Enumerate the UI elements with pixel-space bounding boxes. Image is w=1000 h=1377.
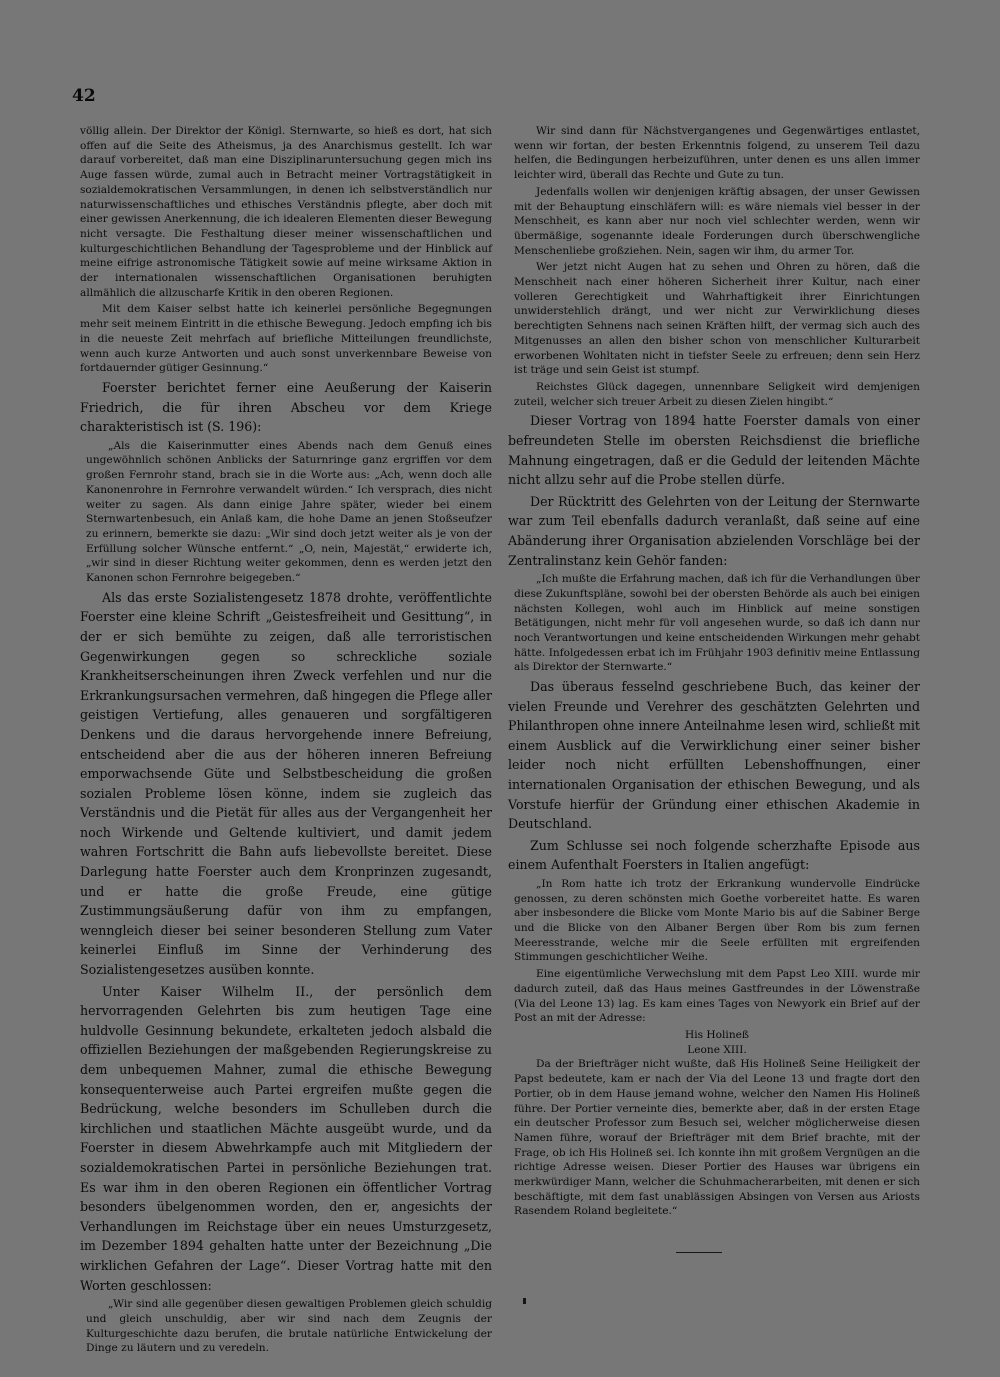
paragraph: Der Rücktritt des Gelehrten von der Leitung der Sternwarte war zum Teil ebenfalls dadurch veranlaßt, daß seine auf eine Abänderung ihrer Organisation abzielenden Vorschläge bei der Zentralinstanz kein Gehör fanden: [508,493,920,568]
paragraph: Als das erste Sozialistengesetz 1878 drohte, veröffentlichte Foerster eine kleine Schrift „Geistesfreiheit und Gesittung“, in der er sich bemühte zu zeigen, daß alle terroristischen Gegenwirkungen gegen so schreckliche soziale Krankheitserscheinungen ihren Zweck verfehlen und nur die Erkrankungsursachen vermehren, daß hingegen die Pflege aller geistigen Vertiefung, alles genaueren und sorgfältigeren Denkens und die daraus hervorgehende innere Befreiung, entscheidend aber die aus der höheren inneren Befreiung emporwachsende Güte und Selbstbescheidung die großen sozialen Probleme lösen könne, indem sie zugleich das Verständnis und die Pietät für alles aus der Vergangenheit her noch Wirkende und Geltende kultiviert, und damit jedem wahren Fortschritt die Bahn aufs liebevollste bereitet. Diese Darlegung hatte Foerster auch dem Kronprinzen zugesandt, und er hatte die große Freude, eine gütige Zustimmungsäußerung dafür von ihm zu empfangen, wenngleich dieser bei seiner besonderen Stellung zum Vater keinerlei Einfluß im Sinne der Verhinderung des Sozialistengesetzes ausüben konnte. [80,589,492,978]
quote-paragraph: Jedenfalls wollen wir denjenigen kräftig absagen, der unser Gewissen mit der Behauptung einschläfern will: es wäre niemals viel besser in der Menschheit, es kann aber nur noch viel schlechter werden, wenn wir übermäßige, sogenannte ideale Forderungen durch überschwengliche Menschenliebe großziehen. Nein, sagen wir ihm, du armer Tor. [514,185,920,257]
quote-paragraph: „In Rom hatte ich trotz der Erkrankung wundervolle Eindrücke genossen, zu deren schönsten mich Goethe vorbereitet hatte. Es waren aber insbesondere die Blicke vom Monte Mario bis auf die Sabiner Berge und die Blicke von den Albaner Bergen über Rom bis zum fernen Meeresstrande, welche mir die Seele erfüllten mit ergreifenden Stimmungen geschichtlicher Weihe. [514,877,920,964]
quote-paragraph: Da der Briefträger nicht wußte, daß His Holineß Seine Heiligkeit der Papst bedeutete, kam er nach der Via del Leone 13 und fragte dort den Portier, ob in dem Hause jemand wohne, welcher den Namen His Holineß führe. Der Portier verneinte dies, bemerkte aber, daß in der ersten Etage ein deutscher Professor zum Besuch sei, welcher möglicherweise diesen Namen führe, worauf der Briefträger mit dem Brief brachte, mit der Frage, ob ich His Holineß sei. Ich konnte ihn mit großem Vergnügen an die richtige Adresse weisen. Dieser Portier des Hauses war übrigens ein merkwürdiger Mann, welcher die Schuhmacherarbeiten, mit denen er sich beschäftigte, mit dem fast unablässigen Absingen von Versen aus Ariosts Rasendem Roland begleitete.“ [514,1058,920,1218]
quote-paragraph: Wir sind dann für Nächstvergangenes und Gegenwärtiges entlastet, wenn wir fortan, der besten Erkenntnis folgend, zu unserem Teil dazu helfen, die Bedingungen herbeizuführen, unter denen es uns allen immer leichter wird, überall das Rechte und Gute zu tun. [514,125,920,182]
end-separator [676,1252,722,1253]
quote-paragraph: Eine eigentümliche Verwechslung mit dem Papst Leo XIII. wurde mir dadurch zuteil, daß das Haus meines Gastfreundes in der Löwenstraße (Via del Leone 13) lag. Es kam eines Tages von Newyork ein Brief auf der Post an mit der Adresse: [514,968,920,1025]
paragraph: Foerster berichtet ferner eine Aeußerung der Kaiserin Friedrich, die für ihren Abscheu vor dem Kriege charakteristisch ist (S. 196): [80,379,492,435]
quote-paragraph: „Wir sind alle gegenüber diesen gewaltigen Problemen gleich schuldig und gleich unschuldig, aber wir sind nach dem Zeugnis der Kulturgeschichte dazu berufen, die brutale natürliche Entwickelung der Dinge zu läutern und zu veredeln. [86,1298,492,1355]
paragraph: Unter Kaiser Wilhelm II., der persönlich dem hervorragenden Gelehrten bis zum heutigen Tage eine huldvolle Gesinnung bekundete, erkalteten jedoch alsbald die offiziellen Beziehungen der maßgebenden Regierungskreise zu dem unbequemen Mahner, zumal die ethische Bewegung konsequenterweise auch Partei ergreifen mußte gegen die Bedrückung, welche besonders im Schulleben durch die kirchlichen und staatlichen Mächte ausgeübt wurde, und da Foerster in diesem Abwehrkampfe auch mit Mitgliedern der sozialdemokratischen Partei in persönliche Beziehungen trat. Es war ihm in den oberen Regionen ein öffentlicher Vortrag besonders übelgenommen worden, den er, angesichts der Verhandlungen im Reichstage über ein neues Umsturzgesetz, im Dezember 1894 gehalten hatte unter der Bezeichnung „Die wirklichen Gefahren der Lage“. Dieser Vortrag hatte mit den Worten geschlossen: [80,983,492,1293]
left-column [80,124,492,1358]
quote-paragraph: Leone XIII. [687,1043,747,1056]
page-number: 42 [72,86,96,106]
quote-paragraph: „Ich mußte die Erfahrung machen, daß ich für die Verhandlungen über diese Zukunftspläne, sowohl bei der obersten Behörde als auch bei einigen nächsten Kollegen, wohl auch im Hinblick auf meine sonstigen Betätigungen, nicht mehr für voll angesehen wurde, so daß ich dann nur noch Verantwortungen und keine entscheidenden Wirkungen mehr gehabt hätte. Infolgedessen erbat ich im Frühjahr 1903 definitiv meine Entlassung als Direktor der Sternwarte.“ [514,573,920,674]
paragraph: völlig allein. Der Direktor der Königl. Sternwarte, so hieß es dort, hat sich offen auf die Seite des Atheismus, ja des Anarchismus gestellt. Ich war darauf vorbereitet, daß man eine Disziplinaruntersuchung gegen mich ins Auge fassen würde, zumal auch in Betracht meiner Vortragstätigkeit in sozialdemokratischen Versammlungen, in denen ich selbstverständlich nur naturwissenschaftliches und ethisches Verständnis pflegte, aber doch mit einer gewissen Anerkennung, die ich idealeren Elementen dieser Bewegung nicht versagte. Die Festhaltung dieser meiner wissenschaftlichen und kulturgeschichtlichen Behandlung der Tagesprobleme und der Hinblick auf meine eifrige astronomische Tätigkeit sowie auf meine wirksame Aktion in der internationalen wissenschaftlichen Organisationen beruhigten allmählich die allzuscharfe Kritik in den oberen Regionen. [80,125,492,299]
quote-paragraph: „Als die Kaiserinmutter eines Abends nach dem Genuß eines ungewöhnlich schönen Anblicks der Saturnringe ganz ergriffen vor dem großen Fernrohr stand, brach sie in die Worte aus: „Ach, wenn doch alle Kanonenrohre in Fernrohre verwandelt würden.“ Ich versprach, dies nicht weiter zu sagen. Als dann einige Jahre später, wieder bei einem Sternwartenbesuch, ein Anlaß kam, die hohe Dame an jenen Stoßseufzer zu erinnern, bemerkte sie dazu: „Wir sind doch jetzt weiter als je von der Erfüllung solcher Wünsche entfernt.“ „O, nein, Majestät,“ erwiderte ich, „wir sind in dieser Richtung weiter gekommen, denn es werden jetzt den Kanonen schon Fernrohre beigegeben.“ [86,439,492,585]
paragraph: Das überaus fesselnd geschriebene Buch, das keiner der vielen Freunde und Verehrer des geschätzten Gelehrten und Philanthropen ohne innere Anteilnahme lesen wird, schließt mit einem Ausblick auf die Verwirklichung einer seiner bisher leider noch nicht erfüllten Lebenshoffnungen, einer internationalen Organisation der ethischen Bewegung, und als Vorstufe hierfür der Gründung einer ethischen Akademie in Deutschland. [508,679,920,832]
paragraph: Mit dem Kaiser selbst hatte ich keinerlei persönliche Begegnungen mehr seit meinem Eintritt in die ethische Bewegung. Jedoch empfing ich bis in die neueste Zeit mehrfach auf briefliche Mitteilungen freundlichste, wenn auch kurze Antworten und auch sonst unverkennbare Beweise von fortdauernder gütiger Gesinnung.“ [80,303,492,375]
quote-paragraph: His Holineß [685,1029,749,1041]
stray-mark [523,1298,526,1304]
right-column [508,124,920,1221]
quote-paragraph: Reichstes Glück dagegen, unnennbare Seligkeit wird demjenigen zuteil, welcher sich treuer Arbeit zu diesen Zielen hingibt.“ [514,380,920,408]
paragraph: Dieser Vortrag von 1894 hatte Foerster damals von einer befreundeten Stelle im obersten Reichsdienst die briefliche Mahnung eingetragen, daß er die Geduld der leitenden Mächte nicht allzu sehr auf die Probe stellen dürfe. [508,413,920,488]
paragraph: Zum Schlusse sei noch folgende scherzhafte Episode aus einem Aufenthalt Foersters in Italien angefügt: [508,837,920,873]
quote-paragraph: Wer jetzt nicht Augen hat zu sehen und Ohren zu hören, daß die Menschheit nach einer höheren Sicherheit ihrer Kultur, nach einer volleren Gerechtigkeit und Wahrhaftigkeit ihrer Einrichtungen unwiderstehlich drängt, und wer nicht zur Verwirklichung dieses berechtigten Sehnens nach seinen Kräften hilft, der vermag sich auch des Mitgenusses an allen den bisher schon von menschlicher Kulturarbeit erworbenen Wohltaten nicht in tiefster Seele zu erfreuen; denn sein Herz ist träge und sein Geist ist stumpf. [514,261,920,377]
